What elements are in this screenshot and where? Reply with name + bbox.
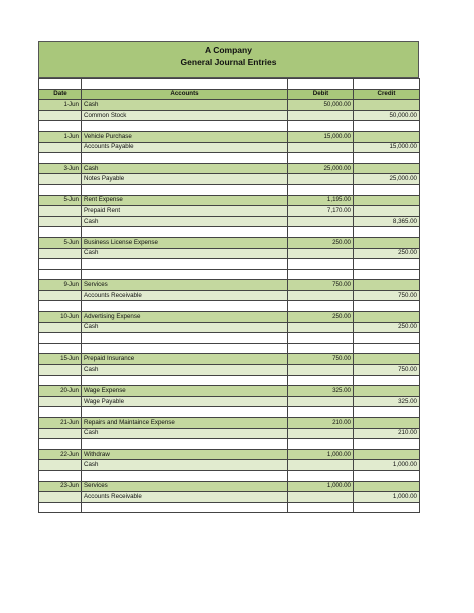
journal-row <box>39 449 420 460</box>
cell-credit[interactable] <box>354 343 420 354</box>
spacer-row <box>39 184 420 195</box>
cell-account[interactable] <box>82 375 288 386</box>
cell-account[interactable]: Prepaid Rent <box>82 206 288 217</box>
cell-debit[interactable] <box>288 492 354 503</box>
spacer-row <box>39 227 420 238</box>
cell-debit[interactable] <box>288 375 354 386</box>
cell-date[interactable] <box>39 227 82 238</box>
cell-debit[interactable] <box>288 227 354 238</box>
cell-date[interactable] <box>39 375 82 386</box>
title-block <box>38 41 419 78</box>
cell-credit[interactable] <box>354 227 420 238</box>
cell-debit[interactable] <box>288 333 354 344</box>
cell-debit[interactable] <box>288 502 354 513</box>
cell-date[interactable] <box>39 153 82 164</box>
journal-row <box>39 290 420 301</box>
header-debit: Debit <box>288 89 354 100</box>
cell-date[interactable] <box>39 259 82 270</box>
cell-credit[interactable] <box>354 121 420 132</box>
cell-debit[interactable] <box>288 439 354 450</box>
cell-date[interactable] <box>39 460 82 471</box>
journal-row <box>39 131 420 142</box>
cell-account[interactable] <box>82 333 288 344</box>
cell-date[interactable]: 22-Jun <box>39 449 82 460</box>
cell-credit[interactable] <box>354 184 420 195</box>
cell-account[interactable]: Cash <box>82 365 288 376</box>
cell-account[interactable]: Services <box>82 481 288 492</box>
cell-debit[interactable] <box>288 301 354 312</box>
cell-credit[interactable] <box>354 333 420 344</box>
cell-debit[interactable]: 1,000.00 <box>288 481 354 492</box>
cell-debit[interactable]: 1,195.00 <box>288 195 354 206</box>
cell-debit[interactable]: 25,000.00 <box>288 163 354 174</box>
cell-debit[interactable] <box>288 153 354 164</box>
cell-date[interactable]: 1-Jun <box>39 131 82 142</box>
cell-debit[interactable]: 250.00 <box>288 237 354 248</box>
cell-date[interactable]: 5-Jun <box>39 195 82 206</box>
cell-debit[interactable] <box>288 407 354 418</box>
cell-debit[interactable] <box>288 396 354 407</box>
cell-account[interactable]: Business License Expense <box>82 237 288 248</box>
cell-account[interactable]: Cash <box>82 100 288 111</box>
cell-date[interactable]: 5-Jun <box>39 237 82 248</box>
cell-date[interactable] <box>39 142 82 153</box>
cell-account[interactable]: Cash <box>82 460 288 471</box>
cell-debit[interactable] <box>288 428 354 439</box>
cell-account[interactable] <box>82 343 288 354</box>
cell-date[interactable] <box>39 216 82 227</box>
cell-account[interactable]: Common Stock <box>82 110 288 121</box>
cell-date[interactable] <box>39 174 82 185</box>
cell-debit[interactable] <box>288 110 354 121</box>
cell-account[interactable]: Cash <box>82 428 288 439</box>
cell-account[interactable]: Rent Expense <box>82 195 288 206</box>
cell-credit[interactable] <box>354 301 420 312</box>
spacer-row <box>39 407 420 418</box>
cell-date[interactable] <box>39 396 82 407</box>
cell-debit[interactable] <box>288 269 354 280</box>
cell-date[interactable]: 1-Jun <box>39 100 82 111</box>
journal-table <box>38 78 420 513</box>
journal-row <box>39 492 420 503</box>
cell-credit[interactable] <box>354 439 420 450</box>
cell-credit[interactable] <box>354 259 420 270</box>
cell-credit[interactable] <box>354 153 420 164</box>
cell-credit[interactable] <box>354 237 420 248</box>
journal-row <box>39 142 420 153</box>
cell-date[interactable]: 3-Jun <box>39 163 82 174</box>
cell-credit[interactable] <box>354 195 420 206</box>
cell-credit[interactable]: 250.00 <box>354 322 420 333</box>
cell-credit[interactable] <box>354 163 420 174</box>
cell-credit[interactable] <box>354 354 420 365</box>
journal-row <box>39 481 420 492</box>
cell-debit[interactable] <box>288 248 354 259</box>
cell-account[interactable]: Prepaid Insurance <box>82 354 288 365</box>
header-accounts: Accounts <box>82 89 288 100</box>
cell-account[interactable]: Withdraw <box>82 449 288 460</box>
cell-credit[interactable] <box>354 375 420 386</box>
cell-account[interactable] <box>82 153 288 164</box>
cell-credit[interactable]: 750.00 <box>354 290 420 301</box>
cell-debit[interactable] <box>288 322 354 333</box>
journal-row <box>39 418 420 429</box>
cell-date[interactable] <box>39 322 82 333</box>
cell-credit[interactable] <box>354 407 420 418</box>
cell-account[interactable]: Accounts Receivable <box>82 492 288 503</box>
spacer-row <box>39 79 420 90</box>
spacer-row <box>39 121 420 132</box>
cell-credit[interactable] <box>354 418 420 429</box>
journal-row <box>39 280 420 291</box>
column-header-row <box>39 89 420 100</box>
cell-credit[interactable]: 1,000.00 <box>354 492 420 503</box>
cell-date[interactable] <box>39 269 82 280</box>
cell-date[interactable]: 20-Jun <box>39 386 82 397</box>
cell-date[interactable]: 9-Jun <box>39 280 82 291</box>
cell-credit[interactable]: 8,365.00 <box>354 216 420 227</box>
cell-date[interactable] <box>39 333 82 344</box>
cell-debit[interactable]: 750.00 <box>288 354 354 365</box>
spacer-row <box>39 375 420 386</box>
header-date: Date <box>39 89 82 100</box>
cell-date[interactable] <box>39 365 82 376</box>
cell-debit[interactable]: 250.00 <box>288 312 354 323</box>
cell-account[interactable]: Services <box>82 280 288 291</box>
journal-row <box>39 110 420 121</box>
journal-row <box>39 248 420 259</box>
cell-account[interactable]: Vehicle Purchase <box>82 131 288 142</box>
cell-date[interactable] <box>39 407 82 418</box>
journal-row <box>39 206 420 217</box>
cell-credit[interactable]: 15,000.00 <box>354 142 420 153</box>
cell-date[interactable] <box>39 121 82 132</box>
spacer-row <box>39 502 420 513</box>
cell-date[interactable] <box>39 470 82 481</box>
cell-account[interactable] <box>82 439 288 450</box>
cell-credit[interactable] <box>354 386 420 397</box>
cell-credit[interactable]: 250.00 <box>354 248 420 259</box>
journal-row <box>39 163 420 174</box>
cell-date[interactable] <box>39 290 82 301</box>
cell-date[interactable] <box>39 248 82 259</box>
cell-credit[interactable] <box>354 481 420 492</box>
cell-credit[interactable]: 50,000.00 <box>354 110 420 121</box>
header-credit: Credit <box>354 89 420 100</box>
cell-credit[interactable] <box>354 280 420 291</box>
cell-debit[interactable] <box>288 174 354 185</box>
cell-credit[interactable] <box>354 131 420 142</box>
cell-account[interactable]: Accounts Payable <box>82 142 288 153</box>
cell-debit[interactable] <box>288 290 354 301</box>
cell-debit[interactable] <box>288 216 354 227</box>
journal-row <box>39 174 420 185</box>
journal-sheet <box>38 41 419 513</box>
journal-row <box>39 396 420 407</box>
cell-account[interactable]: Advertising Expense <box>82 312 288 323</box>
journal-row <box>39 365 420 376</box>
journal-body <box>39 79 420 513</box>
spacer-row <box>39 269 420 280</box>
cell-debit[interactable] <box>288 343 354 354</box>
cell-account[interactable]: Accounts Receivable <box>82 290 288 301</box>
cell-account[interactable]: Cash <box>82 322 288 333</box>
cell-account[interactable] <box>82 259 288 270</box>
cell-account[interactable] <box>82 301 288 312</box>
cell-credit[interactable]: 750.00 <box>354 365 420 376</box>
journal-row <box>39 460 420 471</box>
cell-date[interactable] <box>39 439 82 450</box>
cell-credit[interactable] <box>354 312 420 323</box>
cell-debit[interactable]: 15,000.00 <box>288 131 354 142</box>
cell-credit[interactable]: 210.00 <box>354 428 420 439</box>
cell-account[interactable] <box>82 470 288 481</box>
spacer-row <box>39 259 420 270</box>
journal-row <box>39 428 420 439</box>
journal-row <box>39 195 420 206</box>
journal-row <box>39 312 420 323</box>
cell-credit[interactable] <box>354 502 420 513</box>
cell-debit[interactable] <box>288 365 354 376</box>
cell-debit[interactable] <box>288 259 354 270</box>
journal-row <box>39 216 420 227</box>
cell-date[interactable]: 10-Jun <box>39 312 82 323</box>
journal-row <box>39 100 420 111</box>
cell-credit[interactable] <box>354 100 420 111</box>
cell-credit[interactable]: 25,000.00 <box>354 174 420 185</box>
cell-date[interactable] <box>39 184 82 195</box>
journal-row <box>39 322 420 333</box>
cell-credit[interactable]: 325.00 <box>354 396 420 407</box>
cell-account[interactable]: Cash <box>82 248 288 259</box>
spacer-row <box>39 301 420 312</box>
cell-date[interactable]: 15-Jun <box>39 354 82 365</box>
cell-debit[interactable] <box>288 184 354 195</box>
cell-credit[interactable] <box>354 449 420 460</box>
company-name: A Company <box>205 45 252 55</box>
cell-account[interactable]: Cash <box>82 163 288 174</box>
cell-debit[interactable] <box>288 142 354 153</box>
cell-debit[interactable]: 750.00 <box>288 280 354 291</box>
cell-debit[interactable]: 210.00 <box>288 418 354 429</box>
cell-date[interactable] <box>39 492 82 503</box>
cell-date[interactable] <box>39 301 82 312</box>
cell-account[interactable]: Wage Expense <box>82 386 288 397</box>
cell-account[interactable] <box>82 184 288 195</box>
cell-account[interactable]: Cash <box>82 216 288 227</box>
spacer-row <box>39 333 420 344</box>
cell-account[interactable] <box>82 227 288 238</box>
cell-date[interactable] <box>39 110 82 121</box>
spacer-row <box>39 470 420 481</box>
cell-date[interactable] <box>39 502 82 513</box>
cell-debit[interactable]: 7,170.00 <box>288 206 354 217</box>
cell-debit[interactable] <box>288 121 354 132</box>
spacer-row <box>39 153 420 164</box>
cell-debit[interactable]: 50,000.00 <box>288 100 354 111</box>
spacer-row <box>39 343 420 354</box>
cell-date[interactable]: 21-Jun <box>39 418 82 429</box>
cell-date[interactable]: 23-Jun <box>39 481 82 492</box>
cell-date[interactable] <box>39 428 82 439</box>
cell-account[interactable]: Repairs and Maintaince Expense <box>82 418 288 429</box>
journal-row <box>39 354 420 365</box>
cell-debit[interactable]: 325.00 <box>288 386 354 397</box>
cell-account[interactable] <box>82 407 288 418</box>
cell-credit[interactable]: 1,000.00 <box>354 460 420 471</box>
cell-credit[interactable] <box>354 470 420 481</box>
cell-account[interactable] <box>82 269 288 280</box>
spacer-row <box>39 439 420 450</box>
cell-account[interactable]: Wage Payable <box>82 396 288 407</box>
cell-debit[interactable] <box>288 470 354 481</box>
journal-row <box>39 386 420 397</box>
cell-account[interactable] <box>82 121 288 132</box>
journal-row <box>39 237 420 248</box>
cell-debit[interactable]: 1,000.00 <box>288 449 354 460</box>
cell-credit[interactable] <box>354 269 420 280</box>
cell-debit[interactable] <box>288 460 354 471</box>
cell-account[interactable] <box>82 502 288 513</box>
journal-title: General Journal Entries <box>180 57 277 67</box>
cell-date[interactable] <box>39 206 82 217</box>
cell-account[interactable]: Notes Payable <box>82 174 288 185</box>
cell-credit[interactable] <box>354 206 420 217</box>
cell-date[interactable] <box>39 343 82 354</box>
